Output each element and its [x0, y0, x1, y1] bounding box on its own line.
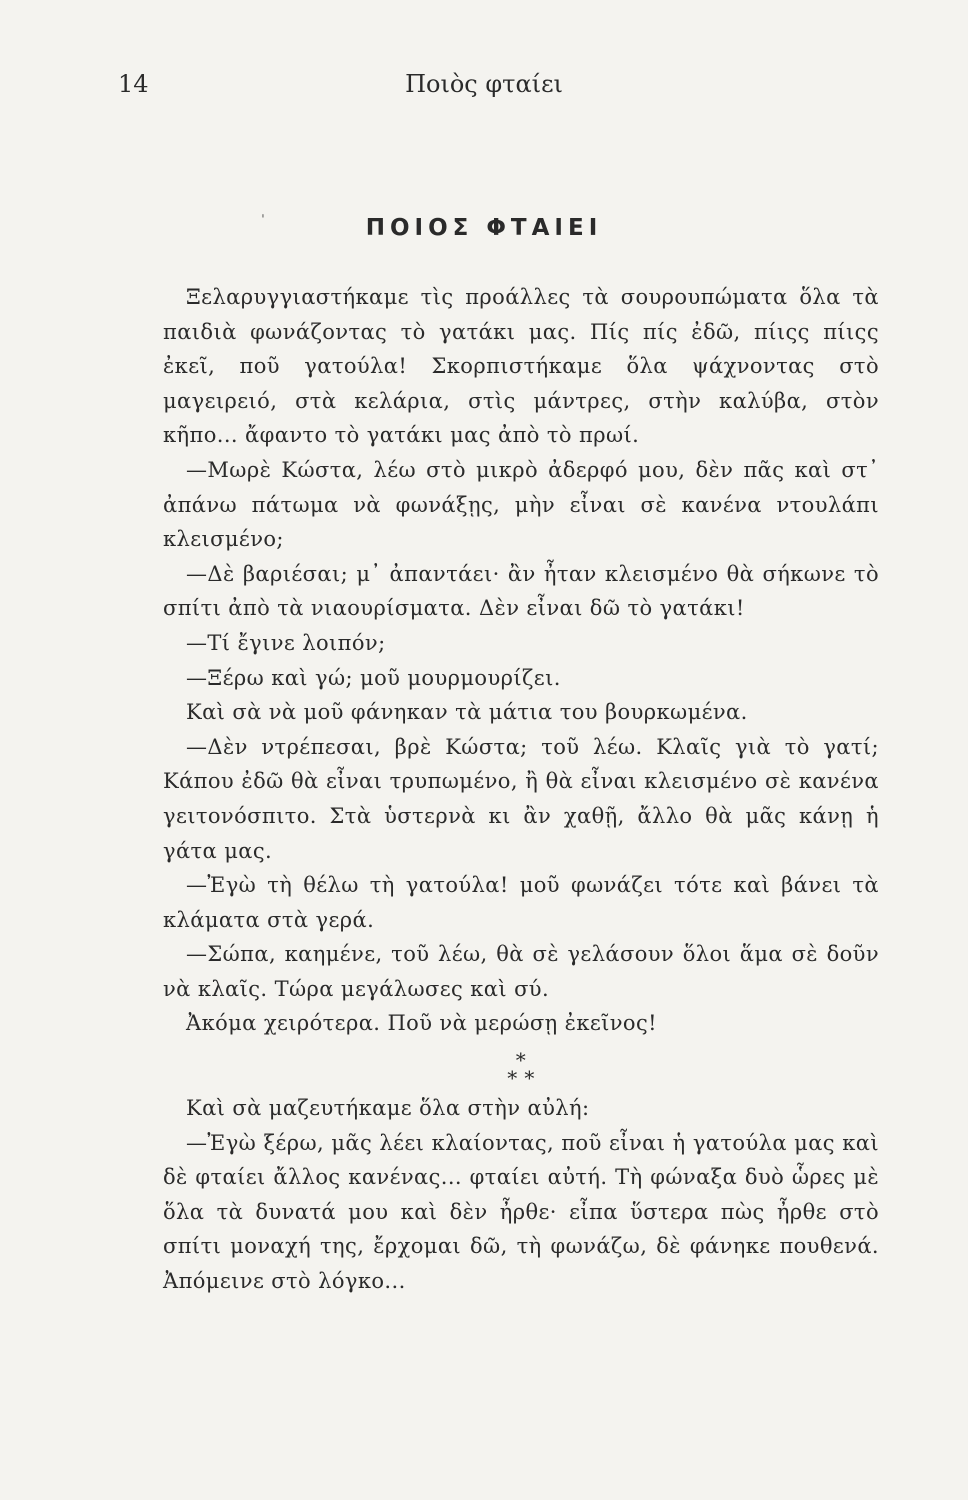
paragraph: —Σώπα, καημένε, τοῦ λέω, θὰ σὲ γελάσουν ὅλοι ἅμα σὲ δοῦν νὰ κλαῖς. Τώρα μεγάλωσες καὶ σύ. — [163, 942, 879, 1001]
paragraph: —Δὲ βαριέσαι; μ᾽ ἀπαντάει· ἂν ἦταν κλεισμένο θὰ σήκωνε τὸ σπίτι ἀπὸ τὰ νιαουρίσματα. Δὲν εἶναι δῶ τὸ γατάκι! — [163, 561, 879, 621]
body-text — [163, 280, 879, 1299]
asterisk-bottom: * * — [507, 1066, 535, 1091]
page-number: 14 — [118, 70, 149, 98]
section-separator — [163, 1041, 879, 1091]
paragraph: —Δὲν ντρέπεσαι, βρὲ Κώστα; τοῦ λέω. Κλαῖς γιὰ τὸ γατί; Κάπου ἐδῶ θὰ εἶναι τρυπωμένο, ἢ θὰ εἶναι κλεισμένο σὲ κανένα γειτονόσπιτο. Στὰ ὑστερνὰ κι ἂν χαθῇ, ἄλλο θὰ μᾶς κάνῃ ἡ γάτα μας. — [163, 734, 879, 863]
print-mark-icon: ˈ — [261, 213, 265, 229]
paragraph: —Ἐγὼ ξέρω, μᾶς λέει κλαίοντας, ποῦ εἶναι ἡ γατούλα μας καὶ δὲ φταίει ἄλλος κανένας... φταίει αὐτή. Τὴ φώναξα δυὸ ὧρες μὲ ὅλα τὰ δυνατά μου καὶ δὲν ἦρθε· εἶπα ὕστερα πὼς ἦρθε στὸ σπίτι μοναχή της, ἔρχομαι δῶ, τὴ φωνάζω, δὲ φάνηκε πουθενά. Ἀπόμεινε στὸ λόγκο... — [163, 1130, 879, 1294]
asterisk-top: * — [515, 1048, 527, 1073]
paragraph: —Μωρὲ Κώστα, λέω στὸ μικρὸ ἀδερφό μου, δὲν πᾶς καὶ στ᾽ ἀπάνω πάτωμα νὰ φωνάξῃς, μὴν εἶναι σὲ κανένα ντουλάπι κλεισμένο; — [163, 457, 879, 552]
running-title: Ποιὸς φταίει — [405, 70, 563, 98]
paragraph: Ἀκόμα χειρότερα. Ποῦ νὰ μερώσῃ ἐκεῖνος! — [186, 1011, 657, 1036]
chapter-title: ΠΟΙΟΣ ΦΤΑΙΕΙ — [365, 215, 603, 241]
paragraph: Καὶ σὰ νὰ μοῦ φάνηκαν τὰ μάτια του βουρκωμένα. — [186, 700, 748, 725]
paragraph: —Τί ἔγινε λοιπόν; — [186, 630, 386, 655]
paragraph: Ξελαρυγγιαστήκαμε τὶς προάλλες τὰ σουρουπώματα ὅλα τὰ παιδιὰ φωνάζοντας τὸ γατάκι μας. Πίς πίς ἐδῶ, πίιςς πίιςς ἐκεῖ, ποῦ γατούλα! Σκορπιστήκαμε ὅλα ψάχνοντας στὸ μαγειρειό, στὰ κελάρια, στὶς μάντρες, στὴν καλύβα, στὸν κῆπο... ἄφαντο τὸ γατάκι μας ἀπὸ τὸ πρωί. — [163, 285, 879, 448]
paragraph: —Ἐγὼ τὴ θέλω τὴ γατούλα! μοῦ φωνάζει τότε καὶ βάνει τὰ κλάματα στὰ γερά. — [163, 873, 879, 932]
page-header — [118, 70, 850, 110]
paragraph: Καὶ σὰ μαζευτήκαμε ὅλα στὴν αὐλή: — [186, 1096, 590, 1121]
paragraph: —Ξέρω καὶ γώ; μοῦ μουρμουρίζει. — [186, 665, 561, 690]
